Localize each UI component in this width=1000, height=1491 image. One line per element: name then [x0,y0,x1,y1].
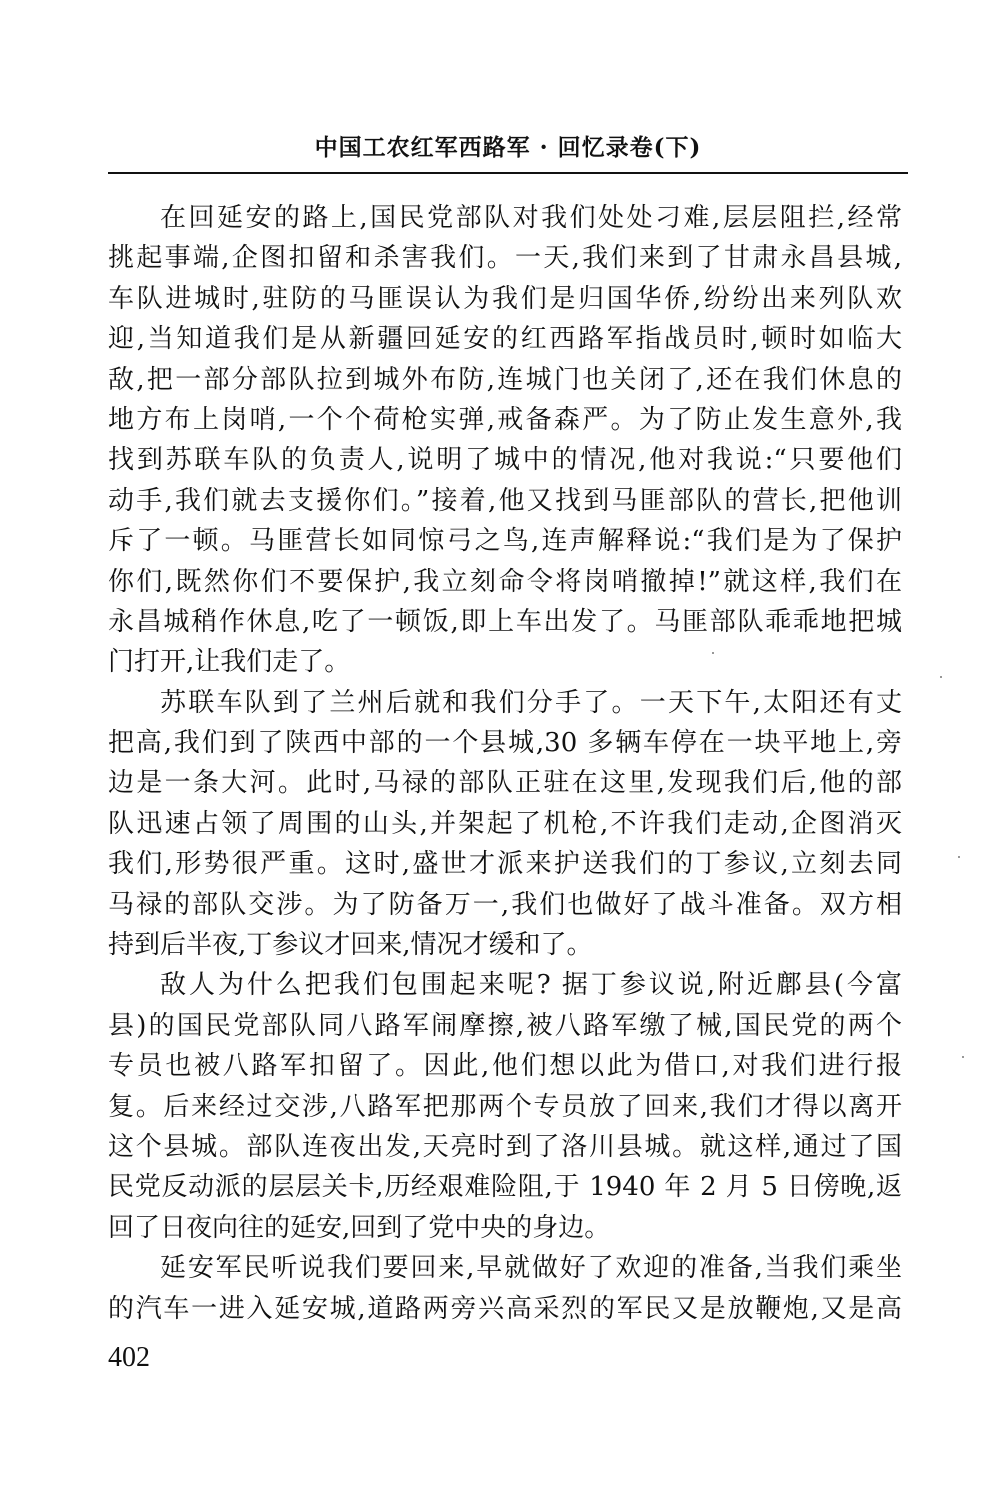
book-title: 中国工农红军西路军 · 回忆录卷(下) [314,134,702,161]
text-line: 迎,当知道我们是从新疆回延安的红西路军指战员时,顿时如临大 [108,324,902,355]
header-rule [108,172,908,174]
text-line: 延安军民听说我们要回来,早就做好了欢迎的准备,当我们乘坐 [160,1253,902,1284]
scan-speck [958,856,960,858]
text-line: 动手,我们就去支援你们。”接着,他又找到马匪部队的营长,把他训 [108,485,902,516]
page-number: 402 [108,1342,150,1373]
text-line: 挑起事端,企图扣留和杀害我们。一天,我们来到了甘肃永昌县城, [108,243,902,274]
text-line: 回了日夜向往的延安,回到了党中央的身边。 [108,1212,611,1243]
text-line: 你们,既然你们不要保护,我立刻命令将岗哨撤掉!”就这样,我们在 [108,566,902,597]
text-line: 敌人为什么把我们包围起来呢? 据丁参议说,附近鄜县(今富 [160,970,902,1001]
text-line: 的汽车一进入延安城,道路两旁兴高采烈的军民又是放鞭炮,又是高 [108,1293,902,1324]
text-line: 专员也被八路军扣留了。因此,他们想以此为借口,对我们进行报 [108,1051,902,1082]
scan-speck [962,1056,964,1058]
text-line: 持到后半夜,丁参议才回来,情况才缓和了。 [108,930,593,961]
text-line: 这个县城。部队连夜出发,天亮时到了洛川县城。就这样,通过了国 [108,1131,902,1162]
scan-speck [940,676,942,678]
text-line: 门打开,让我们走了。 [108,647,351,678]
running-header [108,134,908,170]
text-line: 马禄的部队交涉。为了防备万一,我们也做好了战斗准备。双方相 [108,889,902,920]
text-line: 边是一条大河。此时,马禄的部队正驻在这里,发现我们后,他的部 [108,768,902,799]
text-line: 民党反动派的层层关卡,历经艰难险阻,于 1940 年 2 月 5 日傍晚,返 [108,1172,902,1203]
scan-speck [712,652,714,654]
text-line: 苏联车队到了兰州后就和我们分手了。一天下午,太阳还有丈 [160,687,902,718]
text-line: 斥了一顿。马匪营长如同惊弓之鸟,连声解释说:“我们是为了保护 [108,526,902,557]
text-line: 在回延安的路上,国民党部队对我们处处刁难,层层阻拦,经常 [160,203,902,233]
text-line: 找到苏联车队的负责人,说明了城中的情况,他对我说:“只要他们 [108,445,902,476]
text-line: 复。后来经过交涉,八路军把那两个专员放了回来,我们才得以离开 [108,1091,902,1122]
text-line: 县)的国民党部队同八路军闹摩擦,被八路军缴了械,国民党的两个 [108,1010,902,1041]
text-line: 敌,把一部分部队拉到城外布防,连城门也关闭了,还在我们休息的 [108,364,902,395]
text-line: 把高,我们到了陕西中部的一个县城,30 多辆车停在一块平地上,旁 [108,728,902,759]
text-line: 队迅速占领了周围的山头,并架起了机枪,不许我们走动,企图消灭 [108,808,902,839]
text-line: 地方布上岗哨,一个个荷枪实弹,戒备森严。为了防止发生意外,我 [108,404,902,435]
page-body [108,198,902,1329]
text-line: 我们,形势很严重。这时,盛世才派来护送我们的丁参议,立刻去同 [108,849,902,880]
text-line: 永昌城稍作休息,吃了一顿饭,即上车出发了。马匪部队乖乖地把城 [108,606,902,637]
text-line: 车队进城时,驻防的马匪误认为我们是归国华侨,纷纷出来列队欢 [108,283,902,314]
